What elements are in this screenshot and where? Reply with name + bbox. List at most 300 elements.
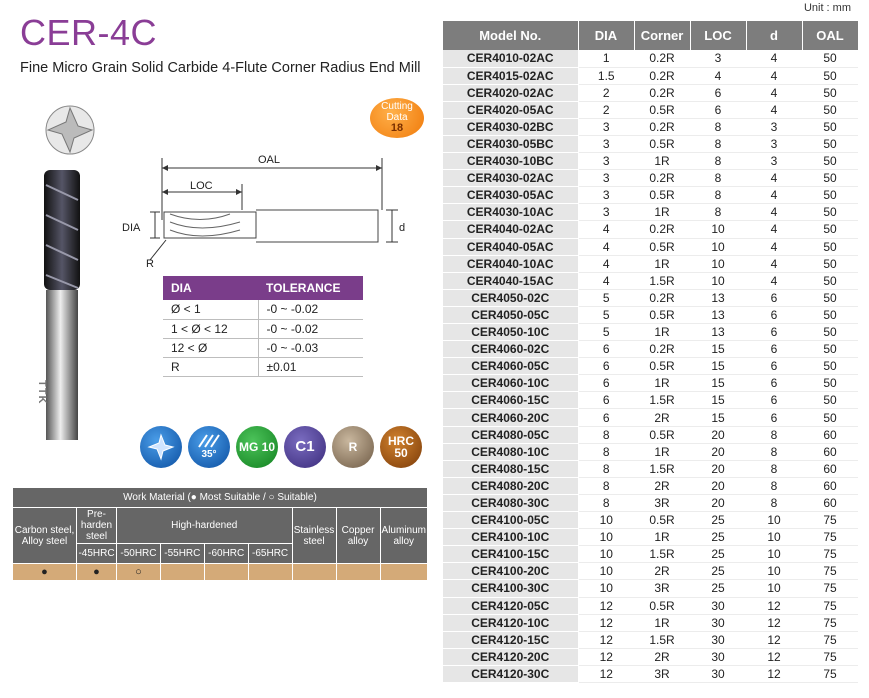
cell-oal: 50	[802, 50, 858, 67]
table-row	[443, 597, 858, 614]
cell-loc: 8	[690, 135, 746, 152]
page-title: CER-4C	[20, 12, 158, 53]
table-row	[443, 101, 858, 118]
c1-coating-icon	[284, 426, 326, 468]
cell-loc: 6	[690, 84, 746, 101]
cell-d: 12	[746, 597, 802, 614]
d-label: d	[399, 222, 406, 234]
cell-corner: 0.5R	[634, 426, 690, 443]
unit-label: Unit : mm	[803, 2, 851, 14]
cell-corner: 0.2R	[634, 118, 690, 135]
cell-d: 12	[746, 665, 802, 682]
cell-dia: 10	[578, 512, 634, 529]
brand-logo: TTK	[36, 380, 48, 405]
cell-model: CER4060-02C	[443, 341, 578, 358]
cell-d: 6	[746, 358, 802, 375]
cell-corner: 0.2R	[634, 170, 690, 187]
cell-dia: 8	[578, 460, 634, 477]
cell-corner: 1R	[634, 204, 690, 221]
table-row	[443, 529, 858, 546]
cell-corner: 0.2R	[634, 289, 690, 306]
cell-corner: 2R	[634, 409, 690, 426]
cell-d: 12	[746, 631, 802, 648]
cell-corner: 0.5R	[634, 512, 690, 529]
cell-corner: 1.5R	[634, 272, 690, 289]
cell-model: CER4120-20C	[443, 648, 578, 665]
page-subtitle: Fine Micro Grain Solid Carbide 4-Flute Corner Radius End Mill	[20, 60, 421, 76]
table-row	[443, 67, 858, 84]
cell-dia: 12	[578, 665, 634, 682]
table-row	[443, 118, 858, 135]
suitability-mark	[336, 564, 380, 581]
cell-corner: 1.5R	[634, 392, 690, 409]
cell-oal: 50	[802, 392, 858, 409]
cell-corner: 3R	[634, 665, 690, 682]
table-row	[443, 170, 858, 187]
dimension-diagram	[120, 150, 420, 270]
header-loc: LOC	[690, 21, 746, 50]
table-row	[443, 135, 858, 152]
cell-corner: 1R	[634, 255, 690, 272]
cell-dia: 4	[578, 255, 634, 272]
helix-angle-label: 35°	[201, 449, 217, 460]
cell-corner: 1R	[634, 375, 690, 392]
cell-corner: 1.5R	[634, 460, 690, 477]
table-row	[443, 84, 858, 101]
cell-oal: 75	[802, 512, 858, 529]
cutting-badge-number: 18	[390, 122, 404, 134]
suitability-mark	[160, 564, 204, 581]
cell-d: 6	[746, 306, 802, 323]
cell-oal: 50	[802, 306, 858, 323]
stainless-header: Stainless steel	[292, 508, 336, 564]
cell-model: CER4040-15AC	[443, 272, 578, 289]
suitability-row	[13, 564, 428, 581]
cell-d: 6	[746, 324, 802, 341]
cell-d: 10	[746, 529, 802, 546]
cell-model: CER4030-02AC	[443, 170, 578, 187]
cell-model: CER4030-10BC	[443, 153, 578, 170]
cell-dia: 3	[578, 118, 634, 135]
cell-loc: 8	[690, 204, 746, 221]
cell-model: CER4060-15C	[443, 392, 578, 409]
cell-dia: 10	[578, 546, 634, 563]
grade-label: MG 10	[238, 440, 275, 454]
cell-corner: 2R	[634, 477, 690, 494]
cell-loc: 15	[690, 392, 746, 409]
loc-label: LOC	[190, 180, 213, 192]
cell-d: 10	[746, 580, 802, 597]
cell-d: 4	[746, 84, 802, 101]
cell-oal: 50	[802, 238, 858, 255]
cell-model: CER4100-05C	[443, 512, 578, 529]
cell-model: CER4080-20C	[443, 477, 578, 494]
cell-model: CER4040-10AC	[443, 255, 578, 272]
hrc-45-header: -45HRC	[77, 544, 117, 564]
cell-oal: 75	[802, 597, 858, 614]
cell-model: CER4015-02AC	[443, 67, 578, 84]
cell-d: 6	[746, 409, 802, 426]
cell-d: 8	[746, 477, 802, 494]
cell-dia: 3	[578, 187, 634, 204]
tolerance-dia: Ø < 1	[163, 300, 258, 319]
cell-d: 8	[746, 494, 802, 511]
cell-model: CER4100-10C	[443, 529, 578, 546]
cell-model: CER4060-10C	[443, 375, 578, 392]
cell-loc: 8	[690, 170, 746, 187]
coating-label: C1	[295, 438, 315, 455]
cell-oal: 50	[802, 375, 858, 392]
cell-dia: 6	[578, 392, 634, 409]
table-row	[443, 665, 858, 682]
cell-oal: 75	[802, 580, 858, 597]
cell-oal: 50	[802, 101, 858, 118]
cutting-badge-line2: Data	[386, 112, 408, 123]
table-row	[163, 357, 363, 376]
cell-dia: 8	[578, 477, 634, 494]
cell-model: CER4030-02BC	[443, 118, 578, 135]
cell-dia: 10	[578, 529, 634, 546]
cell-oal: 50	[802, 341, 858, 358]
hrc50-icon	[380, 426, 422, 468]
table-row	[443, 477, 858, 494]
table-row	[443, 631, 858, 648]
cell-dia: 12	[578, 631, 634, 648]
cell-loc: 10	[690, 272, 746, 289]
cell-corner: 0.5R	[634, 358, 690, 375]
cell-corner: 1R	[634, 443, 690, 460]
cell-d: 3	[746, 118, 802, 135]
cell-d: 10	[746, 563, 802, 580]
cell-loc: 30	[690, 614, 746, 631]
cell-loc: 20	[690, 494, 746, 511]
cell-loc: 25	[690, 546, 746, 563]
helix-35-icon	[188, 426, 230, 468]
table-row	[443, 324, 858, 341]
product-table	[443, 21, 859, 683]
cell-dia: 5	[578, 289, 634, 306]
cell-model: CER4010-02AC	[443, 50, 578, 67]
cell-model: CER4100-15C	[443, 546, 578, 563]
table-row	[443, 409, 858, 426]
cell-dia: 5	[578, 306, 634, 323]
table-row	[443, 460, 858, 477]
cell-d: 12	[746, 614, 802, 631]
cell-dia: 2	[578, 101, 634, 118]
cell-dia: 12	[578, 614, 634, 631]
cutting-badge-line1: Cutting	[381, 101, 413, 112]
hrc-55-header: -55HRC	[160, 544, 204, 564]
cell-oal: 75	[802, 563, 858, 580]
suitability-mark: ○	[117, 564, 161, 581]
cell-corner: 0.2R	[634, 50, 690, 67]
suitability-mark	[248, 564, 292, 581]
table-row	[443, 512, 858, 529]
high-hardened-header: High-hardened	[117, 508, 293, 544]
feature-icons	[140, 426, 422, 468]
table-row	[443, 614, 858, 631]
cell-corner: 1.5R	[634, 631, 690, 648]
tolerance-dia: 12 < Ø	[163, 338, 258, 357]
cell-loc: 20	[690, 426, 746, 443]
cell-oal: 50	[802, 272, 858, 289]
cell-oal: 50	[802, 187, 858, 204]
cell-loc: 30	[690, 631, 746, 648]
cell-loc: 13	[690, 324, 746, 341]
cell-model: CER4050-10C	[443, 324, 578, 341]
cell-model: CER4080-05C	[443, 426, 578, 443]
cell-dia: 6	[578, 409, 634, 426]
cell-oal: 50	[802, 170, 858, 187]
table-row	[443, 306, 858, 323]
cell-d: 6	[746, 289, 802, 306]
cell-loc: 3	[690, 50, 746, 67]
table-row	[443, 255, 858, 272]
cell-loc: 25	[690, 512, 746, 529]
header-model: Model No.	[443, 21, 578, 50]
cell-model: CER4020-02AC	[443, 84, 578, 101]
flute-cross-section-icon	[46, 106, 94, 154]
hrc-50-header: -50HRC	[117, 544, 161, 564]
cell-d: 4	[746, 170, 802, 187]
cell-dia: 2	[578, 84, 634, 101]
table-row	[443, 443, 858, 460]
cell-loc: 25	[690, 563, 746, 580]
cell-corner: 0.2R	[634, 341, 690, 358]
cell-oal: 75	[802, 614, 858, 631]
cell-oal: 50	[802, 409, 858, 426]
cell-d: 4	[746, 272, 802, 289]
cell-d: 4	[746, 67, 802, 84]
cell-dia: 1	[578, 50, 634, 67]
cell-corner: 3R	[634, 580, 690, 597]
corner-radius-icon	[332, 426, 374, 468]
table-row	[443, 426, 858, 443]
r-label: R	[146, 258, 154, 270]
suitability-mark	[204, 564, 248, 581]
cell-loc: 8	[690, 153, 746, 170]
table-row	[443, 375, 858, 392]
cell-model: CER4120-15C	[443, 631, 578, 648]
cell-oal: 50	[802, 118, 858, 135]
tolerance-value: -0 ~ -0.02	[258, 319, 363, 338]
cell-dia: 3	[578, 170, 634, 187]
cell-loc: 15	[690, 409, 746, 426]
header-dia: DIA	[578, 21, 634, 50]
cell-dia: 3	[578, 153, 634, 170]
cell-d: 10	[746, 512, 802, 529]
cell-oal: 75	[802, 529, 858, 546]
cell-oal: 75	[802, 631, 858, 648]
four-flute-icon	[140, 426, 182, 468]
tolerance-header-dia: DIA	[163, 276, 258, 300]
cell-d: 6	[746, 375, 802, 392]
tolerance-dia: 1 < Ø < 12	[163, 319, 258, 338]
cell-d: 4	[746, 255, 802, 272]
cell-oal: 75	[802, 648, 858, 665]
oal-label: OAL	[258, 154, 281, 166]
cell-loc: 13	[690, 306, 746, 323]
cell-dia: 12	[578, 597, 634, 614]
cell-dia: 10	[578, 580, 634, 597]
cell-d: 10	[746, 546, 802, 563]
cell-d: 3	[746, 153, 802, 170]
tolerance-dia: R	[163, 357, 258, 376]
cell-oal: 50	[802, 324, 858, 341]
cell-model: CER4050-05C	[443, 306, 578, 323]
cell-loc: 13	[690, 289, 746, 306]
cell-d: 8	[746, 426, 802, 443]
cell-model: CER4080-10C	[443, 443, 578, 460]
cell-model: CER4020-05AC	[443, 101, 578, 118]
cell-model: CER4060-20C	[443, 409, 578, 426]
hardness-label: HRC 50	[388, 434, 414, 460]
suitability-mark	[292, 564, 336, 581]
cell-corner: 2R	[634, 563, 690, 580]
cell-oal: 50	[802, 255, 858, 272]
table-row	[443, 238, 858, 255]
table-row	[163, 338, 363, 357]
cell-dia: 4	[578, 272, 634, 289]
cell-model: CER4050-02C	[443, 289, 578, 306]
cell-model: CER4030-05BC	[443, 135, 578, 152]
cell-loc: 30	[690, 597, 746, 614]
cell-corner: 2R	[634, 648, 690, 665]
table-row	[443, 221, 858, 238]
hrc-60-header: -60HRC	[204, 544, 248, 564]
cell-corner: 1R	[634, 153, 690, 170]
cell-loc: 20	[690, 477, 746, 494]
cell-oal: 60	[802, 460, 858, 477]
radius-label: R	[348, 440, 358, 454]
cell-model: CER4120-10C	[443, 614, 578, 631]
cell-dia: 3	[578, 135, 634, 152]
cell-loc: 30	[690, 648, 746, 665]
cell-loc: 10	[690, 255, 746, 272]
cell-loc: 15	[690, 375, 746, 392]
table-row	[443, 153, 858, 170]
cell-model: CER4100-30C	[443, 580, 578, 597]
cell-corner: 0.2R	[634, 84, 690, 101]
cell-dia: 6	[578, 375, 634, 392]
cell-dia: 3	[578, 204, 634, 221]
cell-dia: 8	[578, 426, 634, 443]
table-row	[443, 187, 858, 204]
cell-d: 3	[746, 135, 802, 152]
cell-dia: 8	[578, 443, 634, 460]
cell-d: 6	[746, 392, 802, 409]
cell-corner: 1R	[634, 324, 690, 341]
cell-corner: 0.5R	[634, 597, 690, 614]
cell-loc: 30	[690, 665, 746, 682]
cell-corner: 1R	[634, 529, 690, 546]
cell-dia: 8	[578, 494, 634, 511]
cell-oal: 50	[802, 289, 858, 306]
header-corner: Corner	[634, 21, 690, 50]
table-row	[443, 358, 858, 375]
cell-dia: 12	[578, 648, 634, 665]
cell-d: 4	[746, 50, 802, 67]
aluminum-header: Aluminum alloy	[380, 508, 427, 564]
cell-loc: 15	[690, 358, 746, 375]
table-row	[443, 341, 858, 358]
cell-corner: 1.5R	[634, 546, 690, 563]
cell-model: CER4030-05AC	[443, 187, 578, 204]
cell-dia: 1.5	[578, 67, 634, 84]
cell-model: CER4040-02AC	[443, 221, 578, 238]
cell-loc: 10	[690, 221, 746, 238]
cell-d: 4	[746, 187, 802, 204]
cell-oal: 50	[802, 204, 858, 221]
cell-oal: 50	[802, 135, 858, 152]
table-row	[443, 580, 858, 597]
cell-oal: 50	[802, 221, 858, 238]
tolerance-table	[163, 276, 363, 377]
cell-dia: 4	[578, 238, 634, 255]
table-row	[443, 204, 858, 221]
copper-header: Copper alloy	[336, 508, 380, 564]
cell-oal: 50	[802, 67, 858, 84]
work-material-title: Work Material (● Most Suitable / ○ Suitable)	[13, 488, 428, 508]
cell-loc: 6	[690, 101, 746, 118]
cell-d: 4	[746, 204, 802, 221]
cell-loc: 8	[690, 118, 746, 135]
cell-model: CER4060-05C	[443, 358, 578, 375]
tolerance-header-tolerance: TOLERANCE	[258, 276, 363, 300]
prehard-header: Pre-harden steel	[77, 508, 117, 544]
cell-model: CER4100-20C	[443, 563, 578, 580]
cell-d: 8	[746, 443, 802, 460]
cell-d: 8	[746, 460, 802, 477]
cell-loc: 15	[690, 341, 746, 358]
cell-oal: 50	[802, 358, 858, 375]
table-row	[163, 319, 363, 338]
table-row	[443, 50, 858, 67]
cell-oal: 60	[802, 477, 858, 494]
cell-oal: 60	[802, 494, 858, 511]
cell-oal: 60	[802, 443, 858, 460]
table-row	[443, 272, 858, 289]
cell-d: 12	[746, 648, 802, 665]
cell-model: CER4040-05AC	[443, 238, 578, 255]
cell-corner: 0.5R	[634, 101, 690, 118]
cell-loc: 4	[690, 67, 746, 84]
carbon-steel-header: Carbon steel, Alloy steel	[13, 508, 77, 564]
cell-corner: 0.2R	[634, 221, 690, 238]
suitability-mark: ●	[13, 564, 77, 581]
cutting-data-badge[interactable]	[370, 98, 424, 138]
cell-corner: 1R	[634, 614, 690, 631]
tolerance-value: -0 ~ -0.02	[258, 300, 363, 319]
cell-model: CER4080-15C	[443, 460, 578, 477]
cell-corner: 0.2R	[634, 67, 690, 84]
table-row	[443, 648, 858, 665]
cell-loc: 20	[690, 443, 746, 460]
tolerance-value: ±0.01	[258, 357, 363, 376]
cell-corner: 3R	[634, 494, 690, 511]
mg10-icon	[236, 426, 278, 468]
cell-model: CER4120-05C	[443, 597, 578, 614]
tolerance-value: -0 ~ -0.03	[258, 338, 363, 357]
cell-model: CER4030-10AC	[443, 204, 578, 221]
cell-loc: 8	[690, 187, 746, 204]
cell-oal: 50	[802, 84, 858, 101]
cell-d: 6	[746, 341, 802, 358]
cell-dia: 6	[578, 341, 634, 358]
cell-model: CER4120-30C	[443, 665, 578, 682]
table-row	[443, 289, 858, 306]
table-row	[443, 546, 858, 563]
